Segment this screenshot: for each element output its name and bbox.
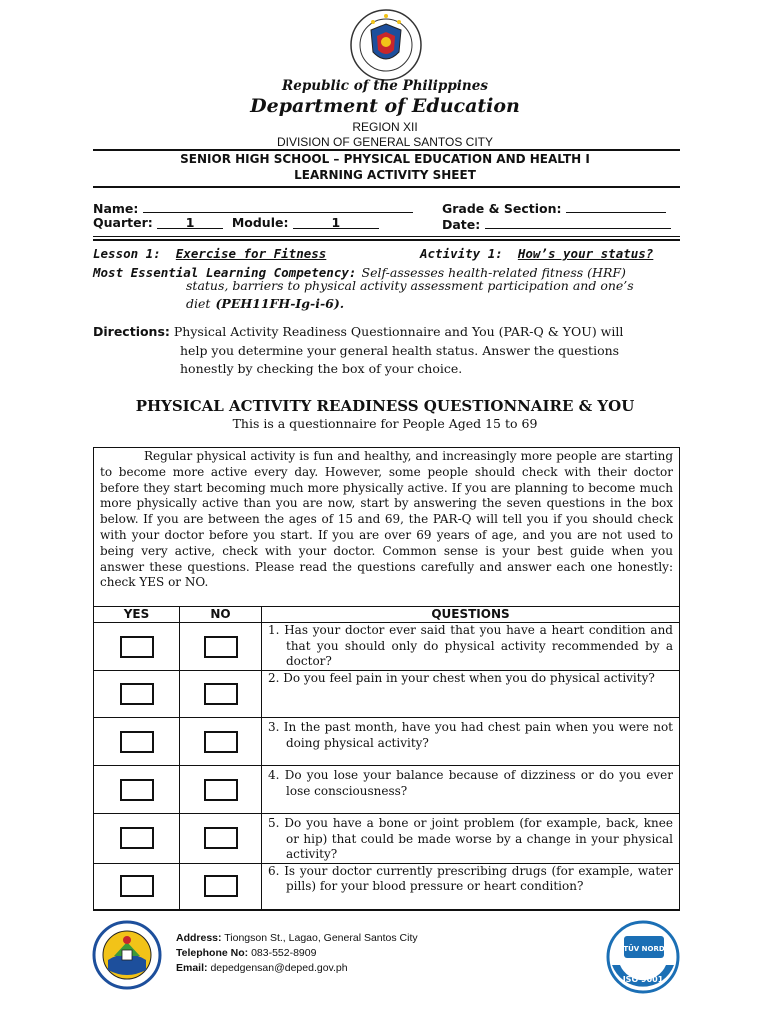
question-row-4 — [94, 766, 680, 814]
quarter-value[interactable]: 1 — [157, 215, 223, 229]
sheet-title-line1: SENIOR HIGH SCHOOL – PHYSICAL EDUCATION AND HEALTH I — [180, 152, 590, 166]
telephone-value: 083-552-8909 — [251, 947, 317, 959]
question-text-2: 2. Do you feel pain in your chest when you do physical activity? — [268, 671, 655, 685]
division-label: DIVISION OF GENERAL SANTOS CITY — [276, 135, 494, 149]
svg-text:TÜV NORD: TÜV NORD — [623, 945, 665, 953]
footer-rule — [93, 910, 680, 911]
yes-checkbox-3[interactable] — [120, 731, 154, 753]
questionnaire-intro-text: Regular physical activity is fun and healthy, and increasingly more people are starting to become more active every day. However, some people should check with their doctor before they start becoming much more physically active. If you are planning to become much more physically active than you are now, start by answering the seven questions in the box below. If you are between the ages of 15 and 69, the PAR-Q will tell you if you should check with your doctor before you start. If you are over 69 years of age, and you are not used to being very active, check with your doctor. Common sense is your best guide when you answer these questions. Please read the questions carefully and answer each one honestly: check YES or NO. — [100, 449, 673, 590]
footer-telephone — [176, 947, 316, 959]
questions-column-header: QUESTIONS — [262, 607, 680, 623]
question-text-4: 4. Do you lose your balance because of dizziness or do you ever lose consciousness? — [268, 768, 673, 798]
date-blank[interactable] — [485, 215, 671, 229]
question-row-1 — [94, 623, 680, 671]
questions-table — [93, 606, 680, 910]
no-checkbox-6[interactable] — [204, 875, 238, 897]
no-checkbox-4[interactable] — [204, 779, 238, 801]
question-row-6 — [94, 863, 680, 909]
lesson-title: Exercise for Fitness — [175, 246, 327, 261]
melc-text-2: status, barriers to physical activity assessment participation and one’s — [186, 278, 634, 293]
fields-rule-2 — [93, 239, 680, 241]
activity-line — [420, 246, 653, 261]
name-field[interactable] — [93, 199, 413, 216]
activity-title: How’s your status? — [517, 246, 654, 261]
question-text-1: 1. Has your doctor ever said that you have a heart condition and that you should only do physical activity recommended by a doctor? — [268, 623, 673, 668]
directions-text-2: help you determine your general health status. Answer the questions — [180, 343, 620, 358]
no-checkbox-2[interactable] — [204, 683, 238, 705]
email-value: depedgensan@deped.gov.ph — [210, 962, 348, 974]
region-label: REGION XII — [352, 120, 418, 134]
yes-checkbox-2[interactable] — [120, 683, 154, 705]
no-column-header: NO — [180, 607, 262, 623]
name-blank[interactable] — [143, 199, 413, 213]
date-label: Date: — [442, 217, 481, 232]
question-row-3 — [94, 718, 680, 766]
yes-checkbox-6[interactable] — [120, 875, 154, 897]
lesson-line — [93, 246, 326, 261]
division-seal — [92, 920, 162, 990]
no-checkbox-5[interactable] — [204, 827, 238, 849]
svg-text:ISO 9001: ISO 9001 — [622, 975, 664, 984]
republic-label: Republic of the Philippines — [282, 78, 488, 94]
deped-seal — [349, 8, 423, 82]
yes-column-header: YES — [94, 607, 180, 623]
activity-label: Activity 1: — [420, 246, 503, 261]
directions-text-3: honestly by checking the box of your choice. — [180, 361, 463, 376]
yes-checkbox-4[interactable] — [120, 779, 154, 801]
name-label: Name: — [93, 201, 139, 216]
no-checkbox-1[interactable] — [204, 636, 238, 658]
department-title: Department of Education — [250, 95, 520, 117]
yes-checkbox-5[interactable] — [120, 827, 154, 849]
address-value: Tiongson St., Lagao, General Santos City — [224, 932, 418, 944]
question-text-6: 6. Is your doctor currently prescribing drugs (for example, water pills) for your blood pressure or heart condition? — [268, 863, 673, 893]
yes-checkbox-1[interactable] — [120, 636, 154, 658]
email-label: Email: — [176, 962, 208, 974]
question-row-2 — [94, 671, 680, 718]
melc-text-1: Self-assesses health-related fitness (HRF) — [361, 265, 626, 280]
melc-text-3: diet — [186, 296, 211, 311]
telephone-label: Telephone No: — [176, 947, 249, 959]
grade-section-field[interactable] — [442, 199, 666, 216]
questions-header-row — [94, 607, 680, 623]
melc-code: (PEH11FH-Ig-i-6). — [215, 296, 345, 311]
quarter-label: Quarter: — [93, 215, 153, 230]
melc-label: Most Essential Learning Competency: — [93, 265, 357, 280]
directions-line1 — [93, 323, 623, 341]
footer-address — [176, 932, 418, 944]
questionnaire-intro — [100, 449, 673, 591]
no-checkbox-3[interactable] — [204, 731, 238, 753]
questionnaire-subtitle: This is a questionnaire for People Aged 15 to 69 — [232, 416, 538, 431]
title-rule — [93, 186, 680, 188]
fields-rule-1 — [93, 236, 680, 237]
question-text-3: 3. In the past month, have you had chest pain when you were not doing physical activity? — [268, 720, 673, 750]
question-row-5 — [94, 814, 680, 864]
directions-text-1: Physical Activity Readiness Questionnaire and You (PAR-Q & YOU) will — [173, 324, 624, 339]
questionnaire-title: PHYSICAL ACTIVITY READINESS QUESTIONNAIRE & YOU — [135, 397, 635, 415]
module-value[interactable]: 1 — [293, 215, 379, 229]
address-label: Address: — [176, 932, 222, 944]
header-rule — [93, 149, 680, 151]
footer-email — [176, 962, 348, 974]
quarter-field[interactable] — [93, 215, 379, 230]
iso-certification-logo — [606, 920, 680, 994]
directions-label: Directions: — [93, 324, 170, 339]
date-field[interactable] — [442, 215, 671, 232]
sheet-title-line2: LEARNING ACTIVITY SHEET — [294, 168, 476, 182]
melc-line3 — [186, 293, 344, 312]
grade-section-blank[interactable] — [566, 199, 666, 213]
question-text-5: 5. Do you have a bone or joint problem (for example, back, knee or hip) that could be made worse by a change in your physical activity? — [268, 816, 673, 861]
lesson-label: Lesson 1: — [93, 246, 161, 261]
module-label: Module: — [231, 215, 289, 230]
grade-section-label: Grade & Section: — [442, 201, 562, 216]
